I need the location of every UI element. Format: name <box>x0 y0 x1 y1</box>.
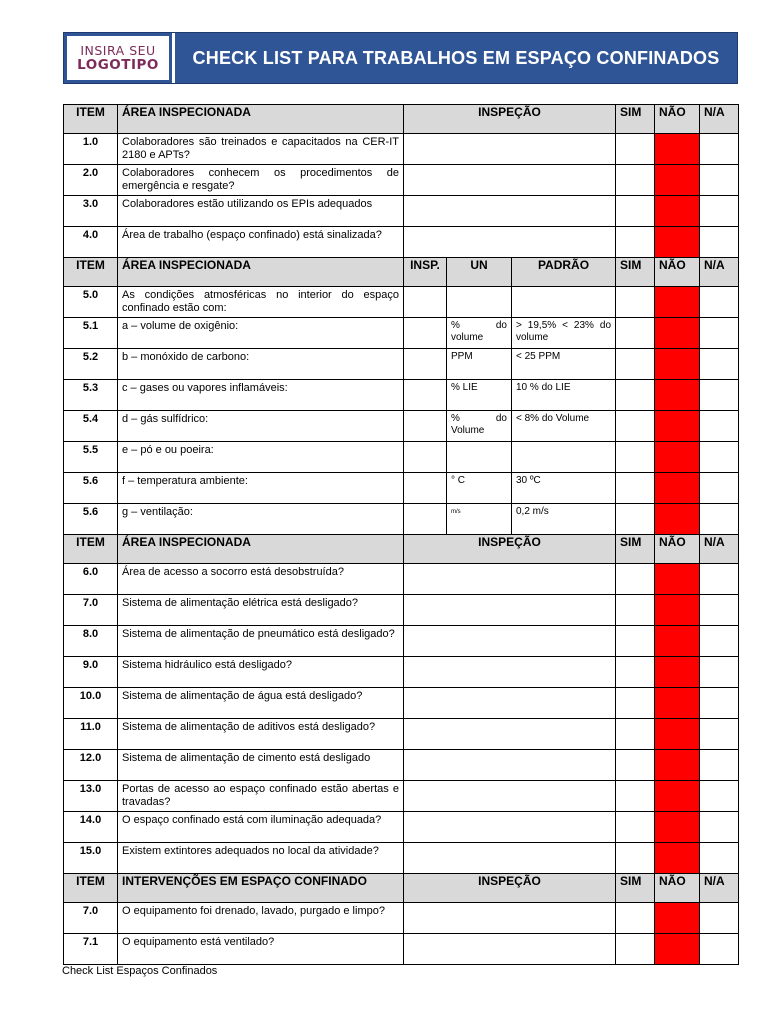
standard-cell <box>512 442 616 473</box>
header-sim: SIM <box>616 874 655 903</box>
logo-line-2: LOGOTIPO <box>77 57 159 73</box>
unit-cell: ° C <box>447 473 512 504</box>
item-number: 5.1 <box>64 318 118 349</box>
header-item: ITEM <box>64 105 118 134</box>
sim-checkbox[interactable] <box>616 843 655 874</box>
table-row <box>64 595 739 626</box>
nao-checkbox[interactable] <box>655 473 700 504</box>
sim-checkbox[interactable] <box>616 688 655 719</box>
standard-cell: < 25 PPM <box>512 349 616 380</box>
item-description: f – temperatura ambiente: <box>118 473 404 504</box>
nao-checkbox[interactable] <box>655 165 700 196</box>
table-row <box>64 134 739 165</box>
nao-checkbox[interactable] <box>655 564 700 595</box>
sim-checkbox[interactable] <box>616 564 655 595</box>
inspecao-cell[interactable] <box>404 750 616 781</box>
unit-cell: % do Volume <box>447 411 512 442</box>
header-area: INTERVENÇÕES EM ESPAÇO CONFINADO <box>118 874 404 903</box>
na-checkbox[interactable] <box>700 442 739 473</box>
na-checkbox[interactable] <box>700 287 739 318</box>
item-number: 5.6 <box>64 473 118 504</box>
insp-cell[interactable] <box>404 318 447 349</box>
table-row <box>64 903 739 934</box>
na-checkbox[interactable] <box>700 380 739 411</box>
table-row <box>64 349 739 380</box>
item-description: O espaço confinado está com iluminação adequada? <box>118 812 404 843</box>
inspecao-cell[interactable] <box>404 134 616 165</box>
item-description: Sistema de alimentação de água está desligado? <box>118 688 404 719</box>
nao-checkbox[interactable] <box>655 812 700 843</box>
nao-checkbox[interactable] <box>655 903 700 934</box>
sim-checkbox[interactable] <box>616 595 655 626</box>
table-row <box>64 473 739 504</box>
sim-checkbox[interactable] <box>616 626 655 657</box>
table-row <box>64 719 739 750</box>
item-description: b – monóxido de carbono: <box>118 349 404 380</box>
header-na: N/A <box>700 258 739 287</box>
item-number: 5.5 <box>64 442 118 473</box>
header-sim: SIM <box>616 105 655 134</box>
nao-checkbox[interactable] <box>655 934 700 965</box>
item-description: Existem extintores adequados no local da atividade? <box>118 843 404 874</box>
table-row <box>64 318 739 349</box>
header-nao: NÃO <box>655 105 700 134</box>
na-checkbox[interactable] <box>700 843 739 874</box>
na-checkbox[interactable] <box>700 657 739 688</box>
na-checkbox[interactable] <box>700 473 739 504</box>
item-description: Sistema de alimentação de pneumático está desligado? <box>118 626 404 657</box>
item-number: 5.2 <box>64 349 118 380</box>
header-na: N/A <box>700 105 739 134</box>
header-inspecao: INSPEÇÃO <box>404 874 616 903</box>
item-description: Área de acesso a socorro está desobstruída? <box>118 564 404 595</box>
header-area: ÁREA INSPECIONADA <box>118 535 404 564</box>
nao-checkbox[interactable] <box>655 287 700 318</box>
standard-cell: < 8% do Volume <box>512 411 616 442</box>
item-number: 3.0 <box>64 196 118 227</box>
table-row <box>64 165 739 196</box>
sim-checkbox[interactable] <box>616 134 655 165</box>
inspecao-cell[interactable] <box>404 843 616 874</box>
inspecao-cell[interactable] <box>404 196 616 227</box>
inspecao-cell[interactable] <box>404 595 616 626</box>
table-row <box>64 380 739 411</box>
footer-text: Check List Espaços Confinados <box>62 965 218 977</box>
table-row <box>64 287 739 318</box>
section-header-row <box>64 874 739 903</box>
header-insp: INSP. <box>404 258 447 287</box>
na-checkbox[interactable] <box>700 903 739 934</box>
na-checkbox[interactable] <box>700 719 739 750</box>
insp-cell[interactable] <box>404 442 447 473</box>
table-row <box>64 750 739 781</box>
header-un: UN <box>447 258 512 287</box>
item-description: Portas de acesso ao espaço confinado estão abertas e travadas? <box>118 781 404 812</box>
na-checkbox[interactable] <box>700 688 739 719</box>
sim-checkbox[interactable] <box>616 227 655 258</box>
na-checkbox[interactable] <box>700 134 739 165</box>
item-number: 11.0 <box>64 719 118 750</box>
na-checkbox[interactable] <box>700 934 739 965</box>
item-description: g – ventilação: <box>118 504 404 535</box>
item-number: 14.0 <box>64 812 118 843</box>
item-description: a – volume de oxigênio: <box>118 318 404 349</box>
item-description: As condições atmosféricas no interior do espaço confinado estão com: <box>118 287 404 318</box>
header-nao: NÃO <box>655 258 700 287</box>
unit-cell: PPM <box>447 349 512 380</box>
inspecao-cell[interactable] <box>404 781 616 812</box>
na-checkbox[interactable] <box>700 750 739 781</box>
item-description: Área de trabalho (espaço confinado) está sinalizada? <box>118 227 404 258</box>
na-checkbox[interactable] <box>700 781 739 812</box>
section-header-row <box>64 105 739 134</box>
item-number: 9.0 <box>64 657 118 688</box>
nao-checkbox[interactable] <box>655 196 700 227</box>
header-inspecao: INSPEÇÃO <box>404 105 616 134</box>
section-header-row <box>64 258 739 287</box>
na-checkbox[interactable] <box>700 812 739 843</box>
sim-checkbox[interactable] <box>616 719 655 750</box>
nao-checkbox[interactable] <box>655 719 700 750</box>
inspecao-cell[interactable] <box>404 165 616 196</box>
item-description: Colaboradores conhecem os procedimentos de emergência e resgate? <box>118 165 404 196</box>
sim-checkbox[interactable] <box>616 165 655 196</box>
item-number: 7.0 <box>64 595 118 626</box>
insp-cell[interactable] <box>404 411 447 442</box>
insp-cell[interactable] <box>404 504 447 535</box>
item-number: 15.0 <box>64 843 118 874</box>
item-description: d – gás sulfídrico: <box>118 411 404 442</box>
header-item: ITEM <box>64 874 118 903</box>
nao-checkbox[interactable] <box>655 411 700 442</box>
title-banner <box>172 33 737 83</box>
sim-checkbox[interactable] <box>616 934 655 965</box>
table-row <box>64 688 739 719</box>
nao-checkbox[interactable] <box>655 688 700 719</box>
table-row <box>64 657 739 688</box>
na-checkbox[interactable] <box>700 165 739 196</box>
item-number: 7.1 <box>64 934 118 965</box>
sim-checkbox[interactable] <box>616 781 655 812</box>
header-item: ITEM <box>64 535 118 564</box>
sim-checkbox[interactable] <box>616 349 655 380</box>
item-number: 5.0 <box>64 287 118 318</box>
item-number: 5.3 <box>64 380 118 411</box>
header-nao: NÃO <box>655 874 700 903</box>
inspecao-cell[interactable] <box>404 934 616 965</box>
nao-checkbox[interactable] <box>655 227 700 258</box>
na-checkbox[interactable] <box>700 411 739 442</box>
nao-checkbox[interactable] <box>655 380 700 411</box>
sim-checkbox[interactable] <box>616 473 655 504</box>
na-checkbox[interactable] <box>700 504 739 535</box>
item-number: 7.0 <box>64 903 118 934</box>
header-na: N/A <box>700 874 739 903</box>
document-title: CHECK LIST PARA TRABALHOS EM ESPAÇO CONFINADOS <box>192 47 720 68</box>
header-padrao: PADRÃO <box>512 258 616 287</box>
table-row <box>64 781 739 812</box>
table-row <box>64 442 739 473</box>
header-area: ÁREA INSPECIONADA <box>118 105 404 134</box>
checklist-table <box>63 104 739 965</box>
table-row <box>64 411 739 442</box>
standard-cell: 10 % do LIE <box>512 380 616 411</box>
inspecao-cell[interactable] <box>404 626 616 657</box>
insp-cell[interactable] <box>404 287 447 318</box>
item-description: Sistema de alimentação de aditivos está desligado? <box>118 719 404 750</box>
unit-cell: % do volume <box>447 318 512 349</box>
unit-cell <box>447 442 512 473</box>
table-row <box>64 812 739 843</box>
unit-cell: m/s <box>447 504 512 535</box>
sim-checkbox[interactable] <box>616 196 655 227</box>
nao-checkbox[interactable] <box>655 595 700 626</box>
header-na: N/A <box>700 535 739 564</box>
item-number: 1.0 <box>64 134 118 165</box>
nao-checkbox[interactable] <box>655 626 700 657</box>
item-number: 5.6 <box>64 504 118 535</box>
item-number: 12.0 <box>64 750 118 781</box>
standard-cell <box>512 287 616 318</box>
table-row <box>64 227 739 258</box>
nao-checkbox[interactable] <box>655 750 700 781</box>
logo-line-1: INSIRA SEU <box>80 43 156 58</box>
sim-checkbox[interactable] <box>616 442 655 473</box>
na-checkbox[interactable] <box>700 349 739 380</box>
nao-checkbox[interactable] <box>655 657 700 688</box>
table-row <box>64 196 739 227</box>
nao-checkbox[interactable] <box>655 843 700 874</box>
nao-checkbox[interactable] <box>655 349 700 380</box>
sim-checkbox[interactable] <box>616 411 655 442</box>
inspecao-cell[interactable] <box>404 719 616 750</box>
na-checkbox[interactable] <box>700 595 739 626</box>
item-number: 8.0 <box>64 626 118 657</box>
sim-checkbox[interactable] <box>616 903 655 934</box>
item-description: O equipamento foi drenado, lavado, purgado e limpo? <box>118 903 404 934</box>
sim-checkbox[interactable] <box>616 657 655 688</box>
nao-checkbox[interactable] <box>655 781 700 812</box>
inspecao-cell[interactable] <box>404 564 616 595</box>
item-description: O equipamento está ventilado? <box>118 934 404 965</box>
sim-checkbox[interactable] <box>616 287 655 318</box>
nao-checkbox[interactable] <box>655 318 700 349</box>
na-checkbox[interactable] <box>700 196 739 227</box>
na-checkbox[interactable] <box>700 626 739 657</box>
header-item: ITEM <box>64 258 118 287</box>
header-sim: SIM <box>616 258 655 287</box>
inspecao-cell[interactable] <box>404 657 616 688</box>
table-row <box>64 934 739 965</box>
sim-checkbox[interactable] <box>616 750 655 781</box>
unit-cell: % LIE <box>447 380 512 411</box>
logo <box>67 36 169 80</box>
item-description: Sistema hidráulico está desligado? <box>118 657 404 688</box>
item-number: 2.0 <box>64 165 118 196</box>
item-number: 10.0 <box>64 688 118 719</box>
na-checkbox[interactable] <box>700 318 739 349</box>
table-row <box>64 564 739 595</box>
header-nao: NÃO <box>655 535 700 564</box>
standard-cell: > 19,5% < 23% do volume <box>512 318 616 349</box>
insp-cell[interactable] <box>404 349 447 380</box>
item-number: 4.0 <box>64 227 118 258</box>
item-number: 13.0 <box>64 781 118 812</box>
table-row <box>64 626 739 657</box>
sim-checkbox[interactable] <box>616 812 655 843</box>
item-description: c – gases ou vapores inflamáveis: <box>118 380 404 411</box>
insp-cell[interactable] <box>404 473 447 504</box>
sim-checkbox[interactable] <box>616 504 655 535</box>
standard-cell: 30 ºC <box>512 473 616 504</box>
nao-checkbox[interactable] <box>655 442 700 473</box>
logo-placeholder <box>64 33 172 83</box>
table-row <box>64 843 739 874</box>
header-inspecao: INSPEÇÃO <box>404 535 616 564</box>
item-description: Sistema de alimentação elétrica está desligado? <box>118 595 404 626</box>
inspecao-cell[interactable] <box>404 812 616 843</box>
table-row <box>64 504 739 535</box>
document-header <box>63 32 738 84</box>
sim-checkbox[interactable] <box>616 318 655 349</box>
inspecao-cell[interactable] <box>404 227 616 258</box>
sim-checkbox[interactable] <box>616 380 655 411</box>
item-description: e – pó e ou poeira: <box>118 442 404 473</box>
item-description: Sistema de alimentação de cimento está desligado <box>118 750 404 781</box>
item-description: Colaboradores são treinados e capacitados na CER-IT 2180 e APTs? <box>118 134 404 165</box>
section-header-row <box>64 535 739 564</box>
inspecao-cell[interactable] <box>404 903 616 934</box>
inspecao-cell[interactable] <box>404 688 616 719</box>
na-checkbox[interactable] <box>700 564 739 595</box>
nao-checkbox[interactable] <box>655 504 700 535</box>
insp-cell[interactable] <box>404 380 447 411</box>
header-sim: SIM <box>616 535 655 564</box>
standard-cell: 0,2 m/s <box>512 504 616 535</box>
nao-checkbox[interactable] <box>655 134 700 165</box>
item-description: Colaboradores estão utilizando os EPIs adequados <box>118 196 404 227</box>
na-checkbox[interactable] <box>700 227 739 258</box>
header-area: ÁREA INSPECIONADA <box>118 258 404 287</box>
item-number: 5.4 <box>64 411 118 442</box>
unit-cell <box>447 287 512 318</box>
item-number: 6.0 <box>64 564 118 595</box>
